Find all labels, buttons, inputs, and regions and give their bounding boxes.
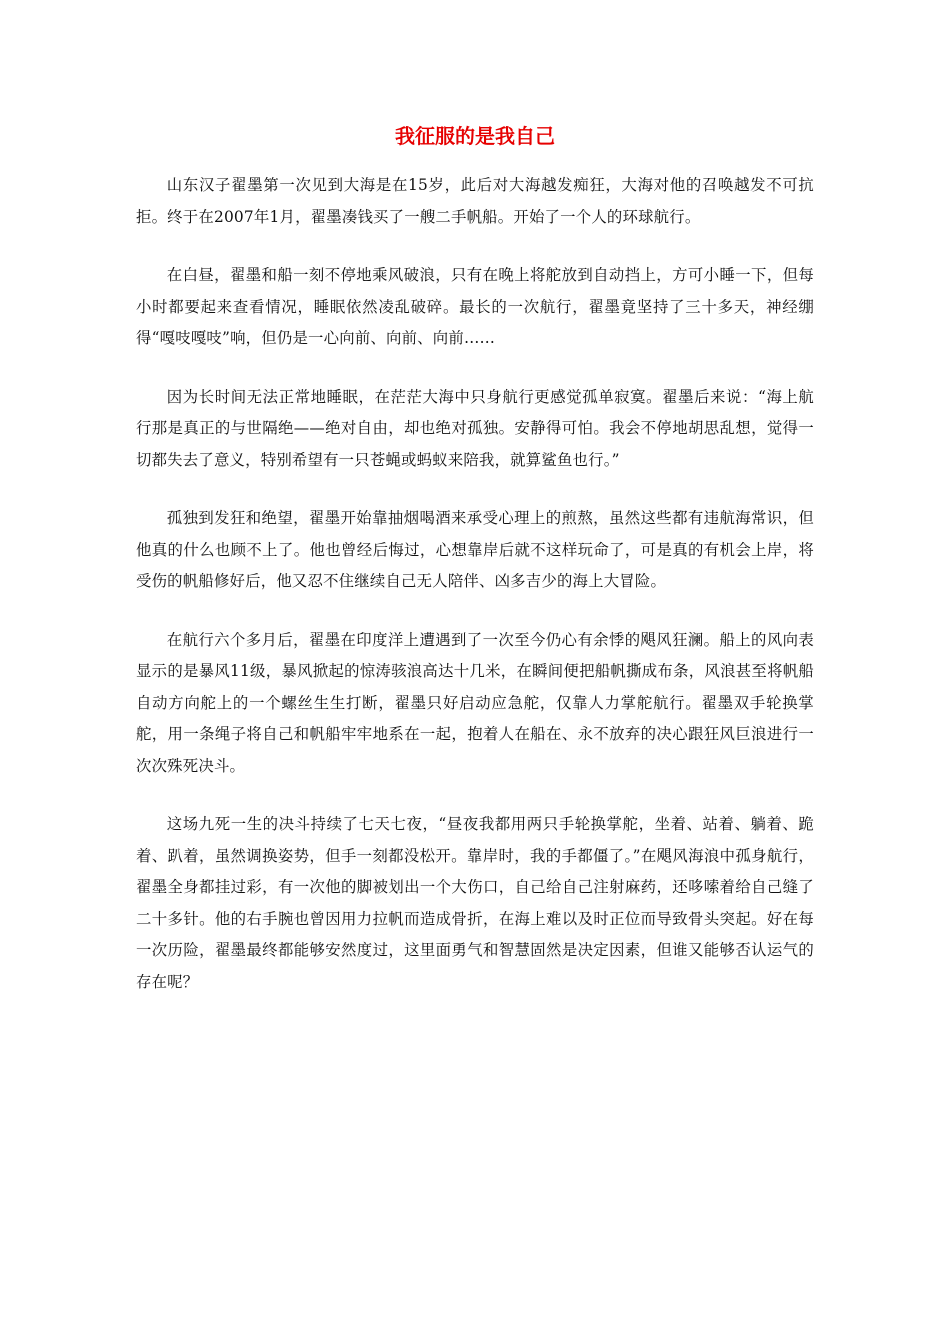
paragraph: 孤独到发狂和绝望，翟墨开始靠抽烟喝酒来承受心理上的煎熬，虽然这些都有违航海常识，但他真的什么也顾不上了。他也曾经后悔过，心想靠岸后就不这样玩命了，可是真的有机会上岸，将受伤的帆船修好后，他又忍不住继续自己无人陪伴、凶多吉少的海上大冒险。 — [136, 509, 814, 590]
document-body — [136, 170, 814, 1025]
document-title: 我征服的是我自己 — [395, 124, 555, 148]
paragraph: 在白昼，翟墨和船一刻不停地乘风破浪，只有在晚上将舵放到自动挡上，方可小睡一下，但每小时都要起来查看情况，睡眠依然凌乱破碎。最长的一次航行，翟墨竟坚持了三十多天，神经绷得“嘎吱嘎吱”响，但仍是一心向前、向前、向前…… — [136, 266, 814, 347]
paragraph: 这场九死一生的决斗持续了七天七夜，“昼夜我都用两只手轮换掌舵，坐着、站着、躺着、跪着、趴着，虽然调换姿势，但手一刻都没松开。靠岸时，我的手都僵了。”在飓风海浪中孤身航行，翟墨全身都挂过彩，有一次他的脚被划出一个大伤口，自己给自己注射麻药，还哆嗦着给自己缝了二十多针。他的右手腕也曾因用力拉帆而造成骨折，在海上难以及时正位而导致骨头突起。好在每一次历险，翟墨最终都能够安然度过，这里面勇气和智慧固然是决定因素，但谁又能够否认运气的存在呢？ — [136, 815, 814, 991]
paragraph: 山东汉子翟墨第一次见到大海是在15岁，此后对大海越发痴狂，大海对他的召唤越发不可抗拒。终于在2007年1月，翟墨凑钱买了一艘二手帆船。开始了一个人的环球航行。 — [136, 176, 814, 226]
paragraph: 因为长时间无法正常地睡眠，在茫茫大海中只身航行更感觉孤单寂寞。翟墨后来说：“海上航行那是真正的与世隔绝——绝对自由，却也绝对孤独。安静得可怕。我会不停地胡思乱想，觉得一切都失去了意义，特别希望有一只苍蝇或蚂蚁来陪我，就算鲨鱼也行。” — [136, 387, 814, 469]
paragraph: 在航行六个多月后，翟墨在印度洋上遭遇到了一次至今仍心有余悸的飓风狂澜。船上的风向表显示的是暴风11级，暴风掀起的惊涛骇浪高达十几米，在瞬间便把船帆撕成布条，风浪甚至将帆船自动方向舵上的一个螺丝生生打断，翟墨只好启动应急舵，仅靠人力掌舵航行。翟墨双手轮换掌舵，用一条绳子将自己和帆船牢牢地系在一起，抱着人在船在、永不放弃的决心跟狂风巨浪进行一次次殊死决斗。 — [136, 630, 814, 775]
